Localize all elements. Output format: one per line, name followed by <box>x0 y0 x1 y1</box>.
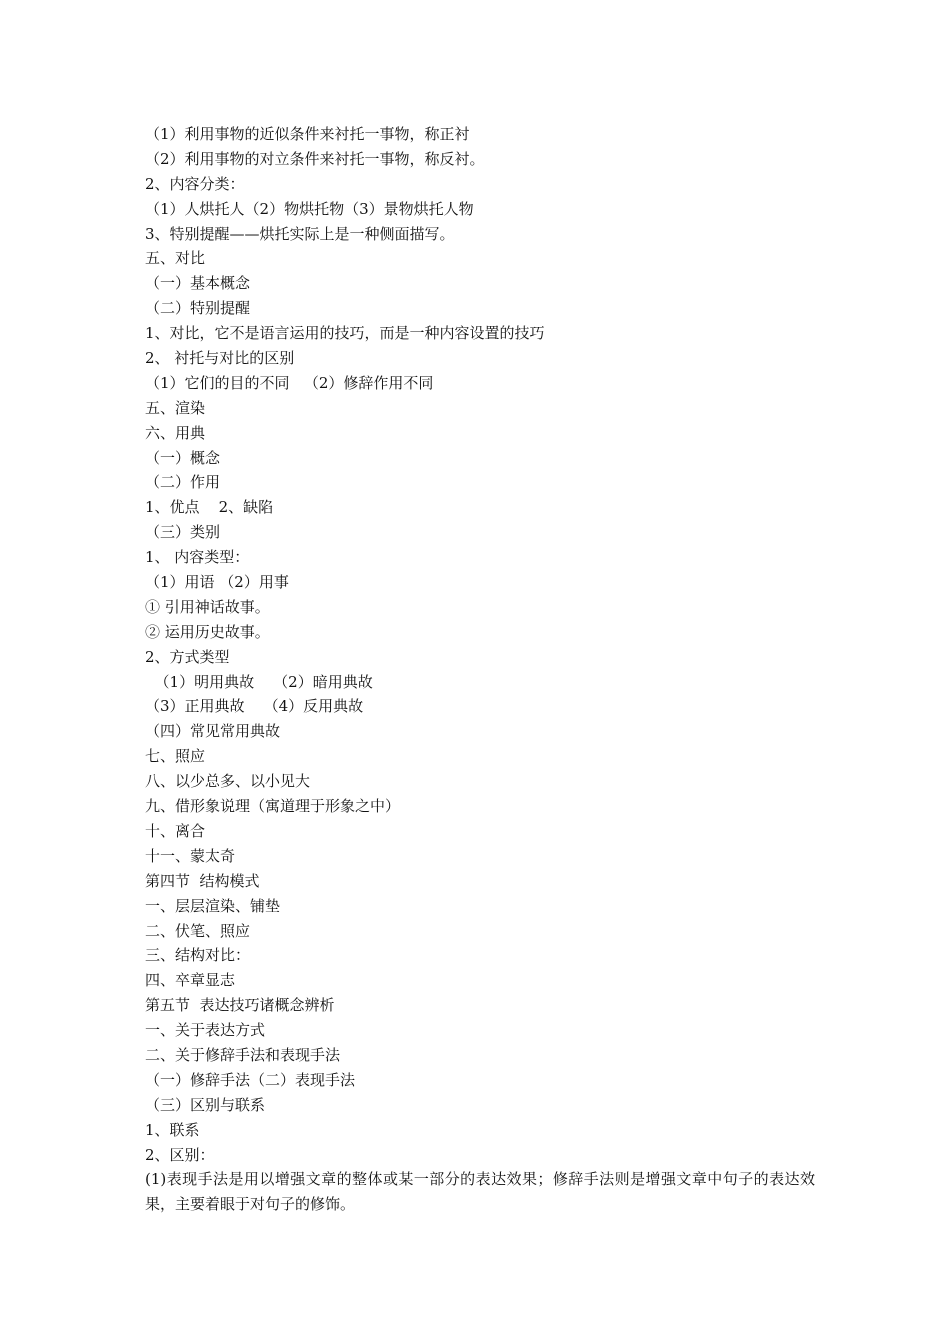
section-heading: 五、对比 <box>145 249 206 268</box>
text-line: 1、 内容类型： <box>145 548 250 567</box>
text-line: 1、优点 2、缺陷 <box>145 498 274 517</box>
section-heading: 一、关于表达方式 <box>145 1021 266 1040</box>
section-heading: 七、照应 <box>145 747 206 766</box>
text-line: （3）正用典故 （4）反用典故 <box>145 697 364 716</box>
final-paragraph: (1)表现手法是用以增强文章的整体或某一部分的表达效果；修辞手法则是增强文章中句子的表达效果，主要着眼于对句子的修饰。 <box>145 1170 815 1214</box>
text-line: ② 运用历史故事。 <box>145 622 270 641</box>
text-line: （1）用语 （2）用事 <box>145 573 289 592</box>
text-line: 1、联系 <box>145 1120 200 1139</box>
text-line: （1）明用典故 （2）暗用典故 <box>145 672 373 691</box>
section-heading: 五、渲染 <box>145 398 206 417</box>
text-line: （一）基本概念 <box>145 274 251 293</box>
section-heading: 三、结构对比： <box>145 946 251 965</box>
section-heading: 二、伏笔、照应 <box>145 921 251 940</box>
section-heading: 六、用典 <box>145 423 206 442</box>
text-line: 1、对比，它不是语言运用的技巧，而是一种内容设置的技巧 <box>145 324 545 343</box>
section-heading: 十一、蒙太奇 <box>145 846 236 865</box>
section-heading: 八、以少总多、以小见大 <box>145 772 311 791</box>
text-line: ① 引用神话故事。 <box>145 597 270 616</box>
section-heading: 一、层层渲染、铺垫 <box>145 896 281 915</box>
text-line: （二）作用 <box>145 473 221 492</box>
text-line: （一）修辞手法（二）表现手法 <box>145 1070 356 1089</box>
text-line: （一）概念 <box>145 448 221 467</box>
chapter-heading: 第四节 结构模式 <box>145 871 260 890</box>
text-line: 2、区别： <box>145 1145 215 1164</box>
text-line: 2、 衬托与对比的区别 <box>145 349 295 368</box>
section-heading: 十、离合 <box>145 821 206 840</box>
text-line: 2、方式类型 <box>145 647 230 666</box>
text-line: （2）利用事物的对立条件来衬托一事物，称反衬。 <box>145 149 485 168</box>
text-line: （三）类别 <box>145 523 221 542</box>
text-line: （1）它们的目的不同 （2）修辞作用不同 <box>145 373 434 392</box>
section-heading: 九、借形象说理（寓道理于形象之中） <box>145 797 401 816</box>
text-line: （三）区别与联系 <box>145 1095 266 1114</box>
section-heading: 二、关于修辞手法和表现手法 <box>145 1045 341 1064</box>
text-line: （1）利用事物的近似条件来衬托一事物，称正衬 <box>145 125 470 143</box>
text-line: （四）常见常用典故 <box>145 722 281 741</box>
text-line: （1）人烘托人（2）物烘托物（3）景物烘托人物 <box>145 199 474 218</box>
text-line: 2、内容分类： <box>145 174 245 193</box>
text-line: （二）特别提醒 <box>145 299 251 318</box>
document-body <box>145 122 815 1217</box>
text-line: 3、特别提醒——烘托实际上是一种侧面描写。 <box>145 224 455 243</box>
section-heading: 四、卒章显志 <box>145 971 236 990</box>
chapter-heading: 第五节 表达技巧诸概念辨析 <box>145 996 335 1015</box>
